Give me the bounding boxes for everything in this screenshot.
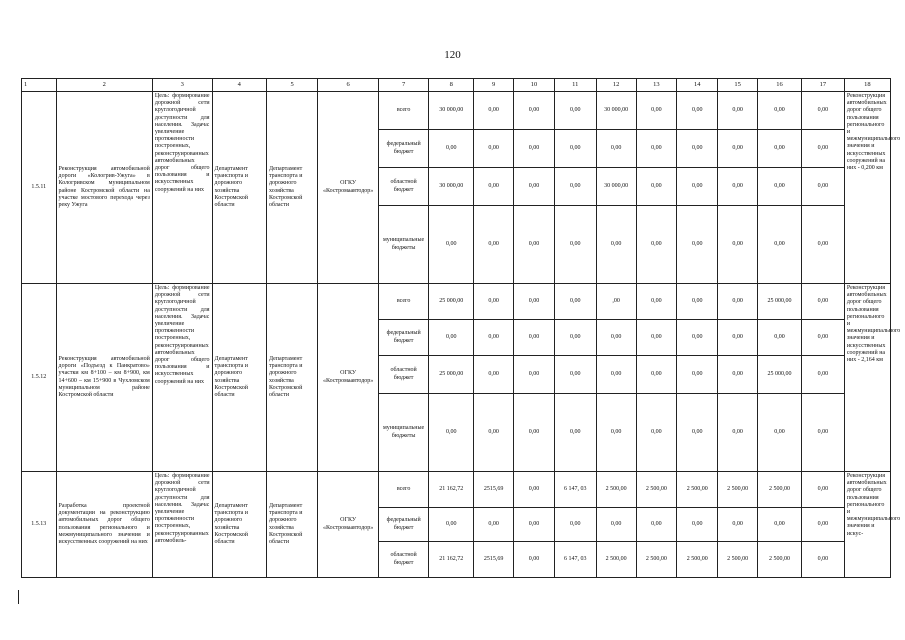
amount-cell: 25 000,00 [429,284,474,320]
agency: ОГКУ «Костромаавтодор» [318,472,379,578]
funding-source: муниципальные бюджеты [378,206,428,284]
agency: ОГКУ «Костромаавтодор» [318,284,379,472]
amount-cell: 0,00 [429,130,474,168]
amount-cell: 0,00 [554,92,596,130]
amount-cell: 0,00 [474,320,514,356]
customer: Департамент транспорта и дорожного хозяйства Костромской области [212,92,266,284]
header-cell: 16 [757,79,801,92]
header-cell: 11 [554,79,596,92]
amount-cell: 0,00 [596,356,636,394]
amount-cell: 0,00 [677,508,718,542]
amount-cell: 6 147, 03 [554,542,596,578]
amount-cell: 21 162,72 [429,472,474,508]
amount-cell: 2 500,00 [596,472,636,508]
executor: Департамент транспорта и дорожного хозяйства Костромской области [266,92,317,284]
amount-cell: 0,00 [757,508,801,542]
amount-cell: 0,00 [596,206,636,284]
amount-cell: 0,00 [554,394,596,472]
amount-cell: 2515,69 [474,472,514,508]
amount-cell: 0,00 [757,92,801,130]
funding-source: всего [378,92,428,130]
amount-cell: 2 500,00 [677,542,718,578]
funding-source: областной бюджет [378,356,428,394]
amount-cell: 0,00 [514,284,555,320]
amount-cell: 2 500,00 [677,472,718,508]
amount-cell: 0,00 [677,168,718,206]
customer: Департамент транспорта и дорожного хозяйства Костромской области [212,284,266,472]
header-cell: 3 [152,79,212,92]
funding-source: всего [378,284,428,320]
amount-cell: 0,00 [429,394,474,472]
amount-cell: 0,00 [474,508,514,542]
header-row [22,79,891,92]
goal-task: Цель: формирование дорожной сети круглогодичной доступности для населения. Задача: увеличение протяженности построенных, реконструированных автомобильных дорог общего пользования и искусственных сооружений на них [152,92,212,284]
amount-cell: 2515,69 [474,542,514,578]
amount-cell: 0,00 [677,394,718,472]
amount-cell: 25 000,00 [757,356,801,394]
amount-cell: 30 000,00 [429,92,474,130]
program-row [22,92,891,130]
amount-cell: 0,00 [514,206,555,284]
amount-cell: 0,00 [636,130,677,168]
amount-cell: 25 000,00 [429,356,474,394]
amount-cell: 2 500,00 [718,472,758,508]
header-cell: 9 [474,79,514,92]
amount-cell: 2 500,00 [636,472,677,508]
amount-cell: 0,00 [636,284,677,320]
page-number: 120 [444,49,461,61]
amount-cell: 0,00 [596,508,636,542]
amount-cell: 6 147, 03 [554,472,596,508]
amount-cell: 0,00 [801,356,844,394]
goal-task: Цель: формирование дорожной сети круглогодичной доступности для населения. Задача: увеличение протяженности построенных, реконструированных автомобиль- [152,472,212,578]
amount-cell: 0,00 [801,206,844,284]
page-edge-mark [18,590,19,604]
amount-cell: 0,00 [757,320,801,356]
amount-cell: 0,00 [757,168,801,206]
funding-source: федеральный бюджет [378,508,428,542]
amount-cell: 0,00 [718,168,758,206]
amount-cell: 0,00 [801,320,844,356]
amount-cell: 0,00 [554,320,596,356]
amount-cell: 21 162,72 [429,542,474,578]
amount-cell: 0,00 [429,206,474,284]
amount-cell: 0,00 [514,394,555,472]
amount-cell: 0,00 [718,130,758,168]
amount-cell: 0,00 [596,320,636,356]
amount-cell: 2 500,00 [636,542,677,578]
amount-cell: 0,00 [636,92,677,130]
expected-result: Реконструкция автомобильных дорог общего пользования регионального и межмуниципального значения и искусственных сооружений на них - 2,164 км [844,284,890,472]
amount-cell: 0,00 [677,320,718,356]
amount-cell: 0,00 [514,168,555,206]
amount-cell: 0,00 [596,394,636,472]
amount-cell: 30 000,00 [429,168,474,206]
amount-cell: 0,00 [636,168,677,206]
project-name: Реконструкция автомобильной дороги «Подъезд к Панкратово» участки км 8+100 – км 8+900, км 14+600 – км 15+900 в Чухломском муниципальном районе Костромской области [56,284,152,472]
amount-cell: ,00 [596,284,636,320]
goal-task: Цель: формирование дорожной сети круглогодичной доступности для населения. Задача: увеличение протяженности построенных, реконструированных автомобильных дорог общего пользования и искусственных сооружений на них [152,284,212,472]
amount-cell: 0,00 [718,320,758,356]
amount-cell: 0,00 [718,284,758,320]
amount-cell: 0,00 [554,168,596,206]
amount-cell: 0,00 [514,508,555,542]
header-cell: 17 [801,79,844,92]
expected-result: Реконструкция автомобильных дорог общего пользования регионального и межмуниципального значения и искус- [844,472,890,578]
amount-cell: 0,00 [474,168,514,206]
amount-cell: 0,00 [677,284,718,320]
funding-source: федеральный бюджет [378,320,428,356]
header-cell: 14 [677,79,718,92]
amount-cell: 0,00 [474,206,514,284]
amount-cell: 0,00 [677,92,718,130]
amount-cell: 0,00 [757,206,801,284]
project-name: Реконструкция автомобильной дороги «Кологрив-Ужуга» в Кологривском муниципальном районе Костромской области на участке мостового перехода через реку Ужуга [56,92,152,284]
amount-cell: 0,00 [596,130,636,168]
program-row [22,472,891,508]
header-cell: 18 [844,79,890,92]
header-cell: 2 [56,79,152,92]
amount-cell: 0,00 [801,542,844,578]
amount-cell: 0,00 [554,508,596,542]
amount-cell: 0,00 [474,284,514,320]
amount-cell: 25 000,00 [757,284,801,320]
header-cell: 8 [429,79,474,92]
amount-cell: 0,00 [801,284,844,320]
amount-cell: 0,00 [636,356,677,394]
amount-cell: 0,00 [514,320,555,356]
amount-cell: 0,00 [474,394,514,472]
row-number: 1.5.12 [22,284,57,472]
amount-cell: 0,00 [474,356,514,394]
row-number: 1.5.13 [22,472,57,578]
agency: ОГКУ «Костромаавтодор» [318,92,379,284]
amount-cell: 2 500,00 [718,542,758,578]
amount-cell: 0,00 [801,130,844,168]
amount-cell: 0,00 [554,130,596,168]
amount-cell: 0,00 [554,206,596,284]
amount-cell: 0,00 [718,356,758,394]
project-name: Разработка проектной документации на реконструкцию автомобильных дорог общего пользования регионального и межмуниципального значения и искусственных сооружений на них [56,472,152,578]
amount-cell: 0,00 [801,394,844,472]
program-table [21,78,901,578]
row-number: 1.5.11 [22,92,57,284]
amount-cell: 0,00 [514,130,555,168]
amount-cell: 2 500,00 [757,472,801,508]
amount-cell: 0,00 [429,508,474,542]
amount-cell: 0,00 [429,320,474,356]
amount-cell: 0,00 [801,168,844,206]
amount-cell: 0,00 [514,542,555,578]
amount-cell: 0,00 [474,130,514,168]
amount-cell: 0,00 [514,356,555,394]
amount-cell: 0,00 [718,394,758,472]
amount-cell: 0,00 [757,394,801,472]
amount-cell: 0,00 [636,206,677,284]
funding-source: областной бюджет [378,542,428,578]
funding-source: муниципальные бюджеты [378,394,428,472]
amount-cell: 0,00 [718,92,758,130]
header-cell: 10 [514,79,555,92]
header-cell: 13 [636,79,677,92]
amount-cell: 0,00 [554,356,596,394]
header-cell: 12 [596,79,636,92]
amount-cell: 0,00 [636,394,677,472]
header-cell: 6 [318,79,379,92]
amount-cell: 0,00 [474,92,514,130]
executor: Департамент транспорта и дорожного хозяйства Костромской области [266,284,317,472]
amount-cell: 0,00 [801,508,844,542]
amount-cell: 0,00 [801,472,844,508]
header-cell: 5 [266,79,317,92]
executor: Департамент транспорта и дорожного хозяйства Костромской области [266,472,317,578]
amount-cell: 0,00 [677,130,718,168]
amount-cell: 0,00 [801,92,844,130]
header-cell: 1 [22,79,57,92]
customer: Департамент транспорта и дорожного хозяйства Костромской области [212,472,266,578]
header-cell: 15 [718,79,758,92]
amount-cell: 0,00 [554,284,596,320]
amount-cell: 0,00 [514,92,555,130]
amount-cell: 0,00 [636,320,677,356]
funding-source: областной бюджет [378,168,428,206]
amount-cell: 0,00 [514,472,555,508]
amount-cell: 0,00 [718,206,758,284]
amount-cell: 0,00 [677,206,718,284]
amount-cell: 0,00 [677,356,718,394]
amount-cell: 0,00 [636,508,677,542]
amount-cell: 0,00 [757,130,801,168]
program-row [22,284,891,320]
header-cell: 7 [378,79,428,92]
expected-result: Реконструкция автомобильных дорог общего пользования регионального и межмуниципального значения и искусственных сооружений на них - 0,200 км [844,92,890,284]
amount-cell: 30 000,00 [596,168,636,206]
funding-source: федеральный бюджет [378,130,428,168]
amount-cell: 2 500,00 [596,542,636,578]
funding-source: всего [378,472,428,508]
amount-cell: 2 500,00 [757,542,801,578]
amount-cell: 0,00 [718,508,758,542]
header-cell: 4 [212,79,266,92]
amount-cell: 30 000,00 [596,92,636,130]
